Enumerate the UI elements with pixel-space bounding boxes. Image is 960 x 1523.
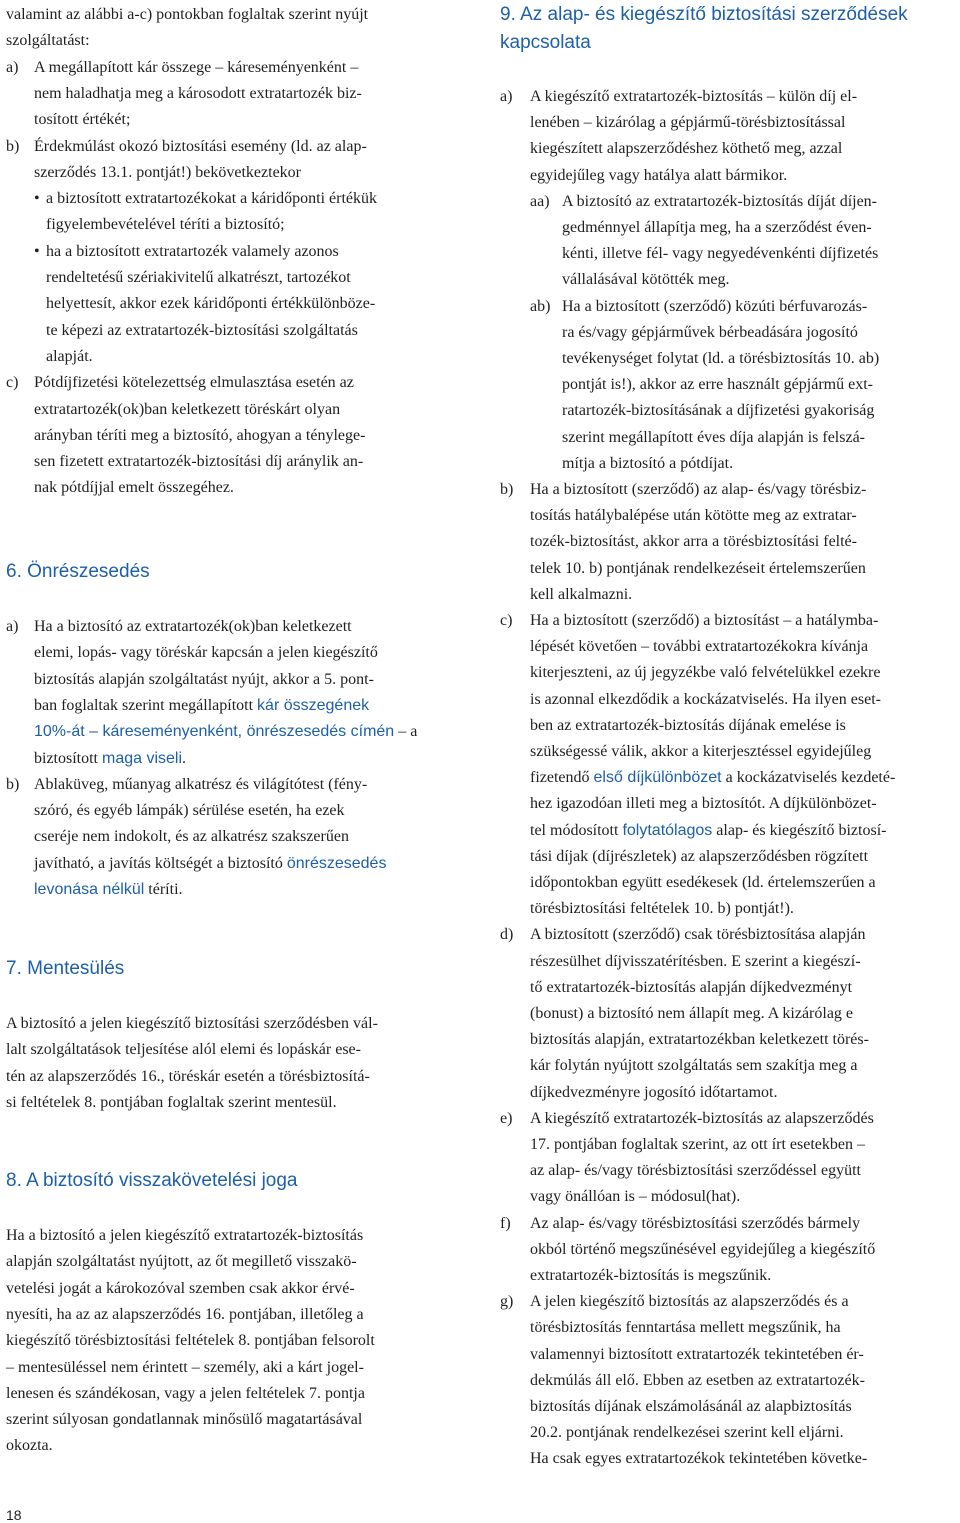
list-marker: a) bbox=[500, 88, 513, 105]
line-text: Az alap- és/vagy törésbiztosítási szerződés bármely bbox=[530, 1214, 861, 1232]
line-text: kell alkalmazni. bbox=[530, 585, 633, 603]
line-text: lenesen és szándékosan, vagy a jelen feltételek 7. pontja bbox=[6, 1384, 365, 1402]
line-text: tosított értékét; bbox=[34, 111, 131, 129]
line-text: okozta. bbox=[6, 1437, 53, 1455]
line-text: biztosítás alapján, extratartozékban keletkezett törés- bbox=[530, 1031, 869, 1049]
list-marker: b) bbox=[500, 481, 514, 498]
bullet-marker: • bbox=[34, 190, 40, 208]
list-marker: g) bbox=[500, 1293, 514, 1311]
line-text: szerint megállapított éves díja alapján is felszá- bbox=[562, 428, 865, 446]
line-text: kiegészítő törésbiztosítási feltételek 8. pontjában felsorolt bbox=[6, 1332, 375, 1350]
line-text: vagy önállóan is – módosul(hat). bbox=[530, 1188, 741, 1206]
section-heading-9: kapcsolata bbox=[500, 32, 591, 53]
line-text: Ha a biztosító az extratartozék(ok)ban keletkezett bbox=[34, 618, 352, 635]
text-run: téríti. bbox=[144, 881, 183, 898]
line-text bbox=[530, 818, 886, 844]
list-marker: aa) bbox=[530, 192, 550, 210]
line-text: tő extratartozék-biztosítás alapján díjkedvezményt bbox=[530, 978, 853, 996]
line-text: Ablaküveg, műanyag alkatrész és világítótest (fény- bbox=[34, 775, 368, 793]
highlighted-text: maga viseli bbox=[102, 749, 183, 767]
highlighted-text: 10%-át – káreseményenként, önrészesedés címén bbox=[34, 723, 395, 741]
line-text: ha a biztosított extratartozék valamely azonos bbox=[46, 242, 339, 260]
list-marker: f) bbox=[500, 1214, 511, 1232]
text-run: tel módosított bbox=[530, 821, 623, 839]
line-text: részesülhet díjvisszatérítésben. E szerint a kiegészí- bbox=[530, 952, 861, 970]
line-text: elemi, lopás- vagy töréskár kapcsán a jelen kiegészítő bbox=[34, 644, 378, 662]
line-text: sen fizetett extratartozék-biztosítási díj aránylik an- bbox=[34, 453, 364, 471]
line-text: extratartozék(ok)ban keletkezett töréskárt olyan bbox=[34, 400, 341, 418]
line-text: arányban téríti meg a biztosító, ahogyan a ténylege- bbox=[34, 426, 366, 444]
line-text: valamint az alábbi a-c) pontokban foglaltak szerint nyújt bbox=[6, 6, 369, 23]
line-text: ratartozék-biztosításának a díjfizetési gyakoriság bbox=[562, 402, 875, 420]
line-text: szükségessé válik, akkor a kiterjesztéssel egyidejűleg bbox=[530, 743, 872, 760]
text-run: . bbox=[182, 749, 187, 767]
line-text: lépését követően – további extratartozékokra kívánja bbox=[530, 638, 869, 656]
line-text: dekmúlás áll elő. Ebben az esetben az extratartozék- bbox=[530, 1371, 865, 1389]
line-text: rendeltetésű szériakivitelű alkatrészt, tartozékot bbox=[46, 269, 351, 286]
line-text: tevékenységet folytat (ld. a törésbiztosítás 10. ab) bbox=[562, 350, 880, 367]
text-run: biztosított bbox=[34, 749, 102, 767]
line-text: telek 10. b) pontjának rendelkezéseit értelemszerűen bbox=[530, 559, 866, 577]
line-text: nak pótdíjjal emelt összegéhez. bbox=[34, 479, 234, 497]
line-text: valamennyi biztosított extratartozék tekintetében ér- bbox=[530, 1345, 864, 1363]
line-text: Pótdíjfizetési kötelezettség elmulasztása esetén az bbox=[34, 374, 354, 392]
line-text: díjkedvezményre jogosító időtartamot. bbox=[530, 1083, 778, 1101]
line-text bbox=[34, 877, 183, 903]
line-text: – mentesüléssel nem érintett – személy, aki a kárt jogel- bbox=[6, 1358, 364, 1376]
text-run: ban foglaltak szerint megállapított bbox=[34, 696, 258, 714]
line-text: te képezi az extratartozék-biztosítási szolgáltatás bbox=[46, 321, 358, 339]
highlighted-text: önrészesedés bbox=[286, 854, 387, 872]
line-text: kiterjeszteni, az új jegyzékbe való felvételükkel ezekre bbox=[530, 664, 881, 682]
line-text bbox=[34, 851, 386, 877]
line-text: A biztosító az extratartozék-biztosítás díját díjen- bbox=[562, 192, 878, 210]
line-text: Ha a biztosított (szerződő) az alap- és/vagy törésbiz- bbox=[530, 481, 867, 498]
line-text: is azonnal elkezdődik a kockázatviselés. Ha ilyen eset- bbox=[530, 690, 881, 708]
line-text: lenében – kizárólag a gépjármű-törésbiztosítással bbox=[530, 114, 846, 132]
line-text: törésbiztosítási feltételek 10. b) pontját!). bbox=[530, 900, 794, 918]
line-text: figyelembevételével téríti a biztosító; bbox=[46, 216, 285, 234]
line-text: A megállapított kár összege – káreseményenként – bbox=[34, 58, 359, 76]
section-heading-9: 9. Az alap- és kiegészítő biztosítási szerződések bbox=[500, 4, 908, 25]
line-text: kár folytán nyújtott szolgáltatás sem szakítja meg a bbox=[530, 1057, 858, 1075]
bullet-marker: • bbox=[34, 242, 40, 260]
line-text bbox=[34, 719, 417, 745]
line-text: A kiegészítő extratartozék-biztosítás – külön díj el- bbox=[530, 88, 858, 105]
line-text: Ha a biztosított (szerződő) közúti bérfuvarozás- bbox=[562, 297, 868, 315]
list-marker: a) bbox=[6, 58, 19, 76]
line-text: ben az extratartozék-biztosítás díjának emelése is bbox=[530, 716, 846, 734]
line-text: okból történő megszűnésével egyidejűleg a kiegészítő bbox=[530, 1240, 876, 1258]
line-text: az alap- és/vagy törésbiztosítási szerződéssel együtt bbox=[530, 1162, 861, 1180]
line-text: vetelési jogát a károkozóval szemben csak akkor érvé- bbox=[6, 1279, 355, 1297]
highlighted-text: levonása nélkül bbox=[34, 881, 145, 898]
text-run: a kockázatviselés kezdeté- bbox=[721, 769, 896, 787]
line-text: mítja a biztosító a pótdíjat. bbox=[562, 454, 734, 472]
section-heading-7: 7. Mentesülés bbox=[6, 958, 125, 979]
line-text: extratartozék-biztosítás is megszűnik. bbox=[530, 1267, 772, 1284]
line-text: tosítás hatálybalépése után kötötte meg az extratar- bbox=[530, 507, 857, 525]
line-text: cseréje nem indokolt, és az alkatrész szakszerűen bbox=[34, 828, 349, 846]
line-text: szerződés 13.1. pontját!) bekövetkeztekor bbox=[34, 163, 302, 181]
line-text: alapját. bbox=[46, 347, 93, 365]
text-run: javítható, a javítás költségét a biztosító bbox=[34, 854, 287, 872]
line-text: (bonust) a biztosító nem állapít meg. A kizárólag e bbox=[530, 1005, 854, 1022]
text-run: fizetendő bbox=[530, 769, 594, 787]
text-run: alap- és kiegészítő biztosí- bbox=[712, 821, 887, 839]
line-text: gedménnyel állapítja meg, ha a szerződést éven- bbox=[562, 219, 872, 236]
line-text: A jelen kiegészítő biztosítás az alapszerződés és a bbox=[530, 1293, 849, 1311]
list-marker: e) bbox=[500, 1109, 513, 1127]
line-text: A biztosító a jelen kiegészítő biztosítási szerződésben vál- bbox=[6, 1015, 378, 1032]
list-marker: d) bbox=[500, 926, 514, 944]
line-text: időpontokban együtt esedékesek (ld. értelemszerűen a bbox=[530, 874, 876, 891]
line-text: szolgáltatást: bbox=[6, 32, 90, 50]
section-heading-8: 8. A biztosító visszakövetelési joga bbox=[6, 1170, 298, 1191]
line-text: hez igazodóan illeti meg a biztosítót. A díjkülönbözet- bbox=[530, 795, 877, 813]
line-text: nyesíti, ha az az alapszerződés 16. pontjában, illetőleg a bbox=[6, 1305, 364, 1323]
line-text: szóró, és egyéb lámpák) sérülése esetén, ha ezek bbox=[34, 802, 345, 820]
list-marker: b) bbox=[6, 137, 20, 155]
highlighted-text: folytatólagos bbox=[622, 821, 713, 839]
section-heading-6: 6. Önrészesedés bbox=[6, 561, 150, 582]
line-text: biztosítás díjának elszámolásánál az alapbiztosítás bbox=[530, 1398, 852, 1415]
line-text: lalt szolgáltatások teljesítése alól elemi és lopáskár ese- bbox=[6, 1041, 361, 1059]
page-number: 18 bbox=[6, 1507, 22, 1523]
line-text: szerint súlyosan gondatlannak minősülő magatartásával bbox=[6, 1411, 363, 1429]
list-marker: c) bbox=[500, 612, 513, 629]
line-text: si feltételek 8. pontjában foglaltak szerint mentesül. bbox=[6, 1093, 337, 1111]
line-text: biztosítás alapján szolgáltatást nyújt, akkor a 5. pont- bbox=[34, 670, 374, 688]
line-text bbox=[34, 693, 369, 719]
line-text: Ha a biztosító a jelen kiegészítő extratartozék-biztosítás bbox=[6, 1227, 364, 1244]
line-text: pontját is!), akkor az erre használt gépjármű ext- bbox=[562, 376, 873, 394]
line-text: alapján szolgáltatást nyújtott, az őt megillető visszakö- bbox=[6, 1253, 357, 1271]
line-text: A biztosított (szerződő) csak törésbiztosítása alapján bbox=[530, 926, 866, 944]
list-marker: a) bbox=[6, 618, 19, 635]
line-text: A kiegészítő extratartozék-biztosítás az alapszerződés bbox=[530, 1109, 874, 1127]
highlighted-text: kár összegének bbox=[257, 696, 370, 714]
line-text: helyettesít, akkor ezek káridőponti értékkülönböze- bbox=[46, 295, 376, 313]
line-text: nem haladhatja meg a károsodott extratartozék biz- bbox=[34, 84, 362, 102]
line-text: a biztosított extratartozékokat a káridőponti értékük bbox=[46, 190, 377, 208]
line-text: kiegészített alapszerződéshez köthető meg, azzal bbox=[530, 140, 843, 158]
line-text: ra és/vagy gépjárművek bérbeadására jogosító bbox=[562, 323, 858, 341]
line-text bbox=[530, 765, 895, 791]
line-text: 20.2. pontjának rendelkezései szerint kell eljárni. bbox=[530, 1424, 844, 1442]
line-text: kénti, illetve fél- vagy negyedévenkénti díjfizetés bbox=[562, 245, 879, 263]
line-text: tén az alapszerződés 16., töréskár esetén a törésbiztosítá- bbox=[6, 1067, 370, 1085]
line-text: vállalásával kötötték meg. bbox=[562, 271, 730, 289]
line-text: Ha csak egyes extratartozékok tekintetében követke- bbox=[530, 1450, 868, 1468]
line-text: Ha a biztosított (szerződő) a biztosítást – a hatálymba- bbox=[530, 612, 879, 629]
list-marker: c) bbox=[6, 374, 19, 392]
line-text bbox=[34, 746, 186, 772]
text-run: – a bbox=[394, 723, 418, 741]
line-text: 17. pontjában foglaltak szerint, az ott írt esetekben – bbox=[530, 1136, 865, 1153]
line-text: tozék-biztosítást, akkor arra a törésbiztosítási felté- bbox=[530, 533, 857, 551]
line-text: Érdekmúlást okozó biztosítási esemény (ld. az alap- bbox=[34, 137, 367, 155]
list-marker: b) bbox=[6, 775, 20, 793]
line-text: törésbiztosítás fenntartása mellett megszűnik, ha bbox=[530, 1319, 841, 1337]
line-text: egyidejűleg vagy hatálya alatt bármikor. bbox=[530, 166, 788, 184]
line-text: tási díjak (díjrészletek) az alapszerződésben rögzített bbox=[530, 847, 869, 865]
list-marker: ab) bbox=[530, 297, 551, 315]
highlighted-text: első díjkülönbözet bbox=[593, 769, 722, 787]
